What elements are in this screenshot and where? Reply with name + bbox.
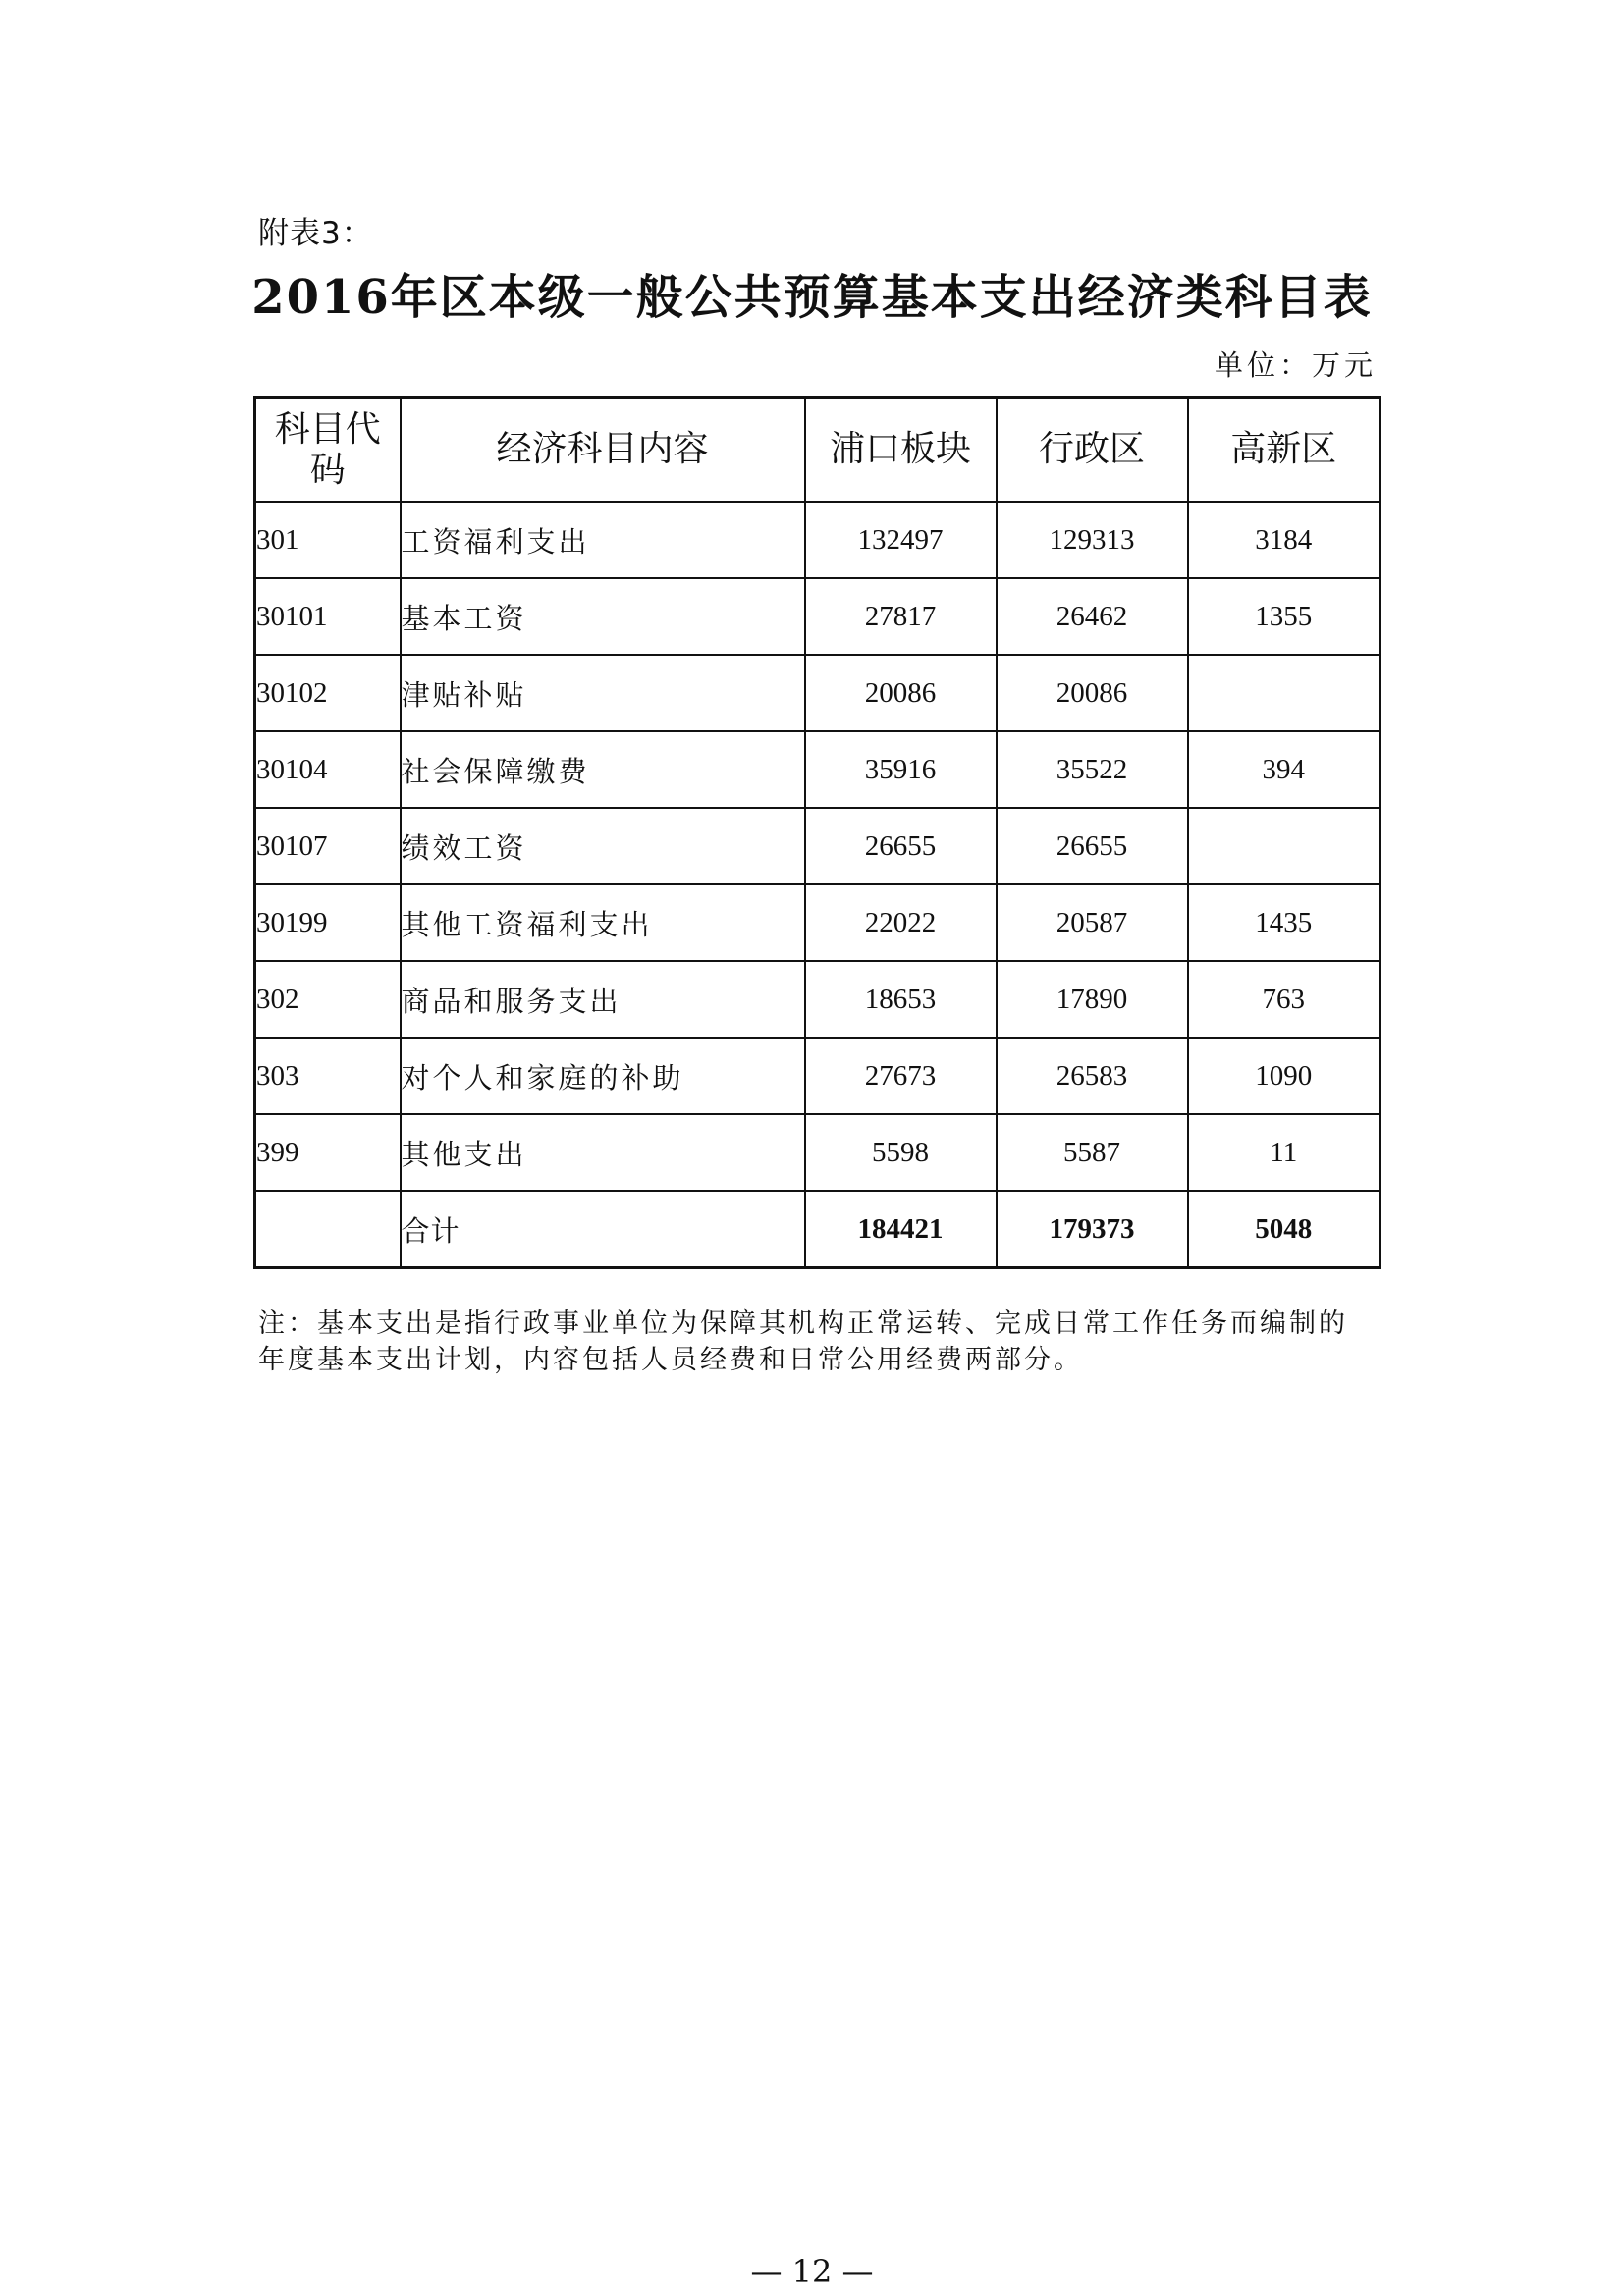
cell-pukou: 27673 [805, 1038, 997, 1114]
cell-admin: 5587 [997, 1114, 1188, 1191]
cell-hitech [1188, 808, 1380, 884]
cell-name: 其他支出 [401, 1114, 805, 1191]
cell-pukou: 26655 [805, 808, 997, 884]
document-title: 2016年区本级一般公共预算基本支出经济类科目表 [251, 270, 1373, 325]
cell-pukou: 20086 [805, 655, 997, 731]
cell-name: 绩效工资 [401, 808, 805, 884]
table-row [255, 731, 1380, 808]
cell-pukou: 132497 [805, 502, 997, 578]
cell-admin: 129313 [997, 502, 1188, 578]
cell-name: 社会保障缴费 [401, 731, 805, 808]
header-code: 科目代码 [255, 398, 401, 503]
total-pukou: 184421 [805, 1191, 997, 1268]
cell-name: 工资福利支出 [401, 502, 805, 578]
total-row [255, 1191, 1380, 1268]
cell-hitech: 3184 [1188, 502, 1380, 578]
cell-hitech [1188, 655, 1380, 731]
header-hitech: 高新区 [1188, 398, 1380, 503]
header-pukou: 浦口板块 [805, 398, 997, 503]
cell-pukou: 22022 [805, 884, 997, 961]
table-row [255, 1038, 1380, 1114]
cell-name: 其他工资福利支出 [401, 884, 805, 961]
cell-name: 基本工资 [401, 578, 805, 655]
total-hitech: 5048 [1188, 1191, 1380, 1268]
cell-code: 30102 [255, 655, 401, 731]
cell-admin: 26655 [997, 808, 1188, 884]
cell-code: 30199 [255, 884, 401, 961]
cell-admin: 26462 [997, 578, 1188, 655]
cell-pukou: 35916 [805, 731, 997, 808]
cell-code: 30104 [255, 731, 401, 808]
total-admin: 179373 [997, 1191, 1188, 1268]
header-content: 经济科目内容 [401, 398, 805, 503]
cell-hitech: 763 [1188, 961, 1380, 1038]
cell-code: 303 [255, 1038, 401, 1114]
cell-hitech: 1355 [1188, 578, 1380, 655]
table-row [255, 655, 1380, 731]
cell-name: 津贴补贴 [401, 655, 805, 731]
cell-code: 301 [255, 502, 401, 578]
cell-code: 30101 [255, 578, 401, 655]
cell-admin: 20086 [997, 655, 1188, 731]
cell-hitech: 394 [1188, 731, 1380, 808]
unit-label: 单位：万元 [1214, 348, 1377, 382]
footnote: 注：基本支出是指行政事业单位为保障其机构正常运转、完成日常工作任务而编制的年度基本支出计划，内容包括人员经费和日常公用经费两部分。 [258, 1308, 1348, 1375]
header-admin: 行政区 [997, 398, 1188, 503]
budget-table [253, 396, 1381, 1269]
cell-code: 302 [255, 961, 401, 1038]
table-row [255, 578, 1380, 655]
total-code [255, 1191, 401, 1268]
cell-admin: 17890 [997, 961, 1188, 1038]
cell-pukou: 27817 [805, 578, 997, 655]
cell-admin: 35522 [997, 731, 1188, 808]
cell-pukou: 5598 [805, 1114, 997, 1191]
cell-hitech: 1435 [1188, 884, 1380, 961]
cell-pukou: 18653 [805, 961, 997, 1038]
cell-code: 399 [255, 1114, 401, 1191]
table-row [255, 502, 1380, 578]
cell-admin: 26583 [997, 1038, 1188, 1114]
cell-name: 对个人和家庭的补助 [401, 1038, 805, 1114]
cell-hitech: 11 [1188, 1114, 1380, 1191]
attachment-label: 附表3： [258, 216, 373, 251]
cell-name: 商品和服务支出 [401, 961, 805, 1038]
cell-code: 30107 [255, 808, 401, 884]
table-row [255, 884, 1380, 961]
total-label: 合计 [401, 1191, 805, 1268]
cell-hitech: 1090 [1188, 1038, 1380, 1114]
cell-admin: 20587 [997, 884, 1188, 961]
page-number: — 12 — [750, 2253, 874, 2290]
table-row [255, 1114, 1380, 1191]
table-header-row [255, 398, 1380, 503]
table-row [255, 808, 1380, 884]
table-row [255, 961, 1380, 1038]
